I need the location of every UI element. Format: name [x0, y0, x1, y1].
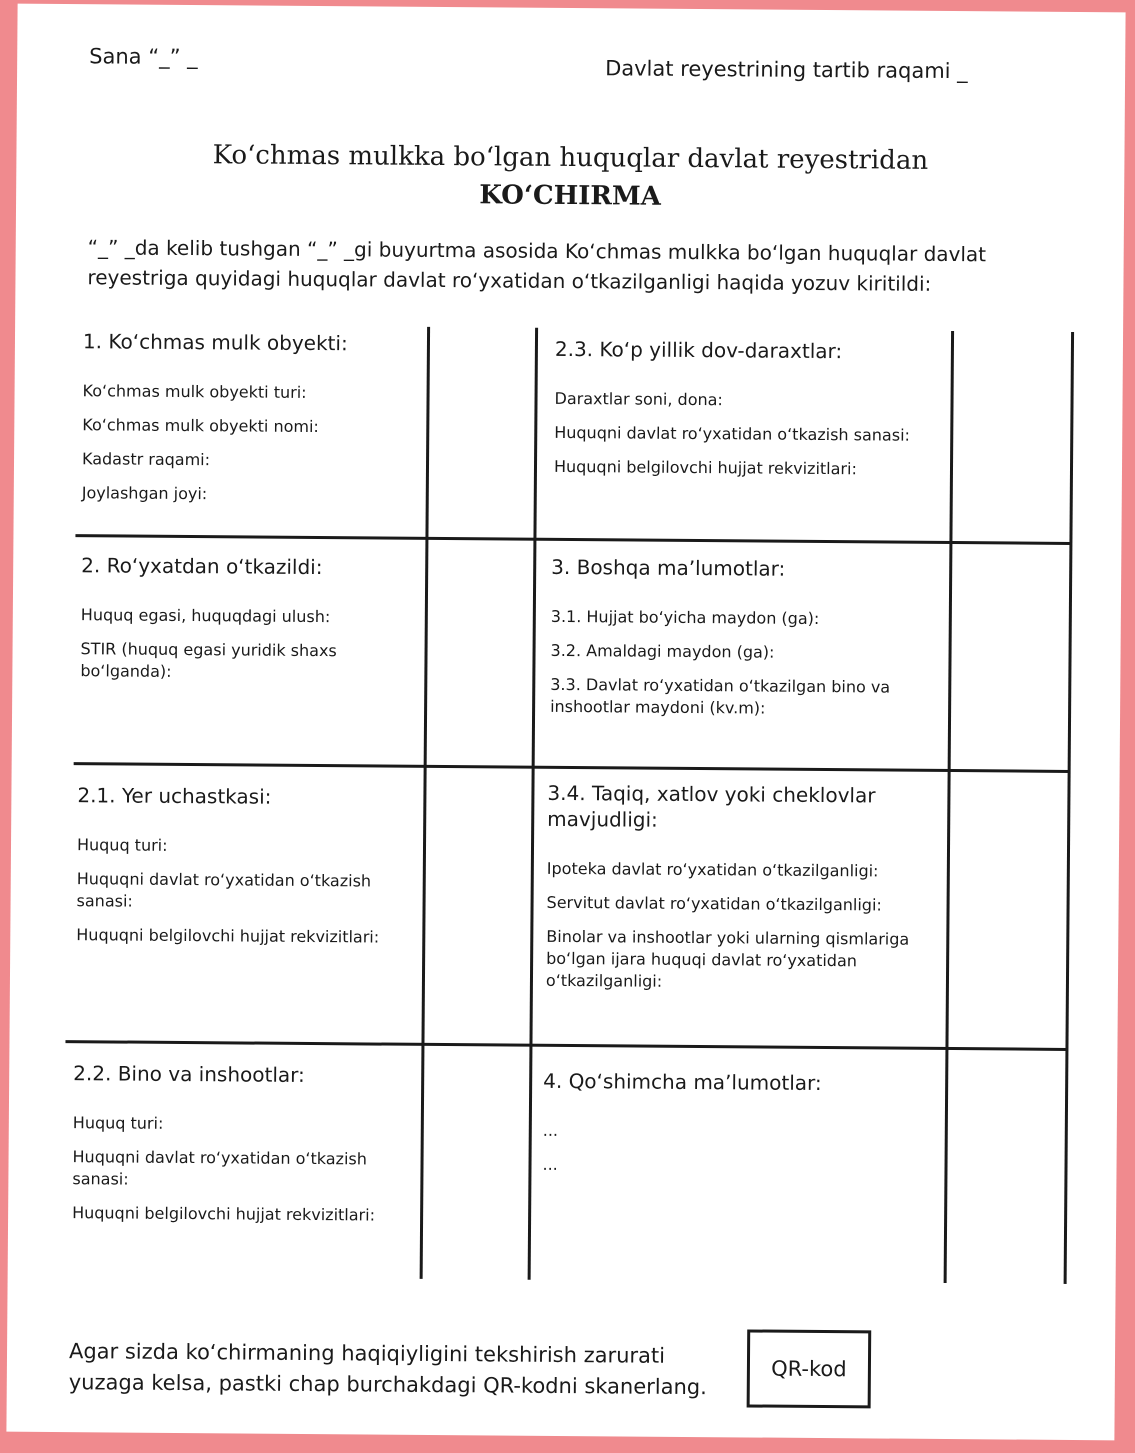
section-registered	[80, 552, 397, 696]
section-other-info	[550, 554, 891, 733]
field-label: 3.3. Davlat roʻyxatidan oʻtkazilgan bino va inshootlar maydoni (kv.m):	[550, 674, 891, 718]
field-label: Huquqni belgilovchi hujjat rekvizitlari:	[72, 1203, 376, 1225]
section-title: 3. Boshqa ma’lumotlar:	[551, 554, 786, 581]
field-placeholder: ...	[542, 1120, 559, 1140]
field-label: Huquq egasi, huquqdagi ulush:	[80, 605, 331, 627]
field-label: Kadastr raqami:	[81, 449, 211, 470]
field-label: Huquqni davlat roʻyxatidan oʻtkazish sanasi:	[76, 869, 372, 911]
field-label: 3.2. Amaldagi maydon (ga):	[550, 640, 775, 662]
qr-code-label: QR-kod	[771, 1356, 847, 1382]
field-label: Huquqni belgilovchi hujjat rekvizitlari:	[553, 456, 857, 479]
field-label: 3.1. Hujjat boʻyicha maydon (ga):	[550, 606, 820, 628]
date-label: Sana “_” _	[89, 44, 198, 70]
section-buildings	[72, 1060, 413, 1239]
grid-line-right-divider	[944, 331, 954, 1283]
field-label: Huquqni davlat roʻyxatidan oʻtkazish sanasi:	[72, 1147, 367, 1189]
section-title: 2.3. Koʻp yillik dov-daraxtlar:	[554, 336, 843, 364]
field-label: Koʻchmas mulk obyekti nomi:	[82, 415, 319, 437]
field-label: Daraxtlar soni, dona:	[554, 388, 723, 410]
section-title: 4. Qoʻshimcha ma’lumotlar:	[543, 1068, 822, 1096]
registry-number-label: Davlat reyestrining tartib raqami _	[605, 56, 968, 84]
section-land-plot	[76, 782, 417, 961]
document-heading: KOʻCHIRMA	[479, 180, 662, 212]
section-restrictions	[546, 780, 940, 1007]
section-title: 2.2. Bino va inshootlar:	[73, 1061, 305, 1087]
field-label: Huquq turi:	[76, 835, 168, 855]
field-label: STIR (huquq egasi yuridik shaxs boʻlganda):	[80, 639, 337, 681]
field-label: Binolar va inshootlar yoki ularning qismlariga boʻlgan ijara huquqi davlat roʻyxatidan oʻtkazilganligi:	[545, 926, 910, 991]
document-title: Koʻchmas mulkka boʻlgan huquqlar davlat reyestridan	[212, 140, 929, 176]
intro-paragraph: “_” _da kelib tushgan “_” _gi buyurtma asosida Koʻchmas mulkka boʻlgan huquqlar davlat reyestriga quyidagi huquqlar davlat roʻyxatidan oʻtkazilganligi haqida yozuv kiritildi:	[87, 235, 987, 296]
field-label: Huquq turi:	[72, 1113, 164, 1133]
field-label: Servitut davlat roʻyxatidan oʻtkazilganligi:	[546, 892, 882, 915]
grid-row-divider-1	[75, 534, 1071, 545]
section-additional-info	[542, 1068, 935, 1191]
qr-instruction-text: Agar sizda koʻchirmaning haqiqiyligini tekshirish zarurati yuzaga kelsa, pastki chap burchakdagi QR-kodni skanerlang.	[68, 1339, 707, 1400]
grid-line-left-divider	[420, 327, 430, 1279]
document-page	[6, 4, 1125, 1441]
grid-row-divider-3	[65, 1040, 1067, 1051]
section-title: 2. Roʻyxatdan oʻtkazildi:	[81, 553, 323, 580]
field-label: Koʻchmas mulk obyekti turi:	[82, 381, 307, 402]
section-property-object	[82, 328, 419, 519]
grid-line-outer-right	[1064, 332, 1074, 1284]
field-label: Ipoteka davlat roʻyxatidan oʻtkazilganligi:	[546, 858, 879, 881]
section-title: 1. Koʻchmas mulk obyekti:	[82, 329, 348, 356]
section-title: 2.1. Yer uchastkasi:	[77, 783, 272, 809]
section-perennial-trees	[554, 336, 945, 493]
grid-line-center-divider	[528, 328, 538, 1280]
grid-row-divider-2	[74, 762, 1070, 773]
field-label: Huquqni belgilovchi hujjat rekvizitlari:	[76, 925, 380, 947]
field-placeholder: ...	[542, 1154, 558, 1174]
section-title: 3.4. Taqiq, xatlov yoki cheklovlar mavjudligi:	[547, 780, 876, 832]
qr-code-box[interactable]	[747, 1329, 872, 1408]
field-label: Huquqni davlat roʻyxatidan oʻtkazish sanasi:	[554, 422, 911, 445]
field-label: Joylashgan joyi:	[81, 483, 208, 504]
